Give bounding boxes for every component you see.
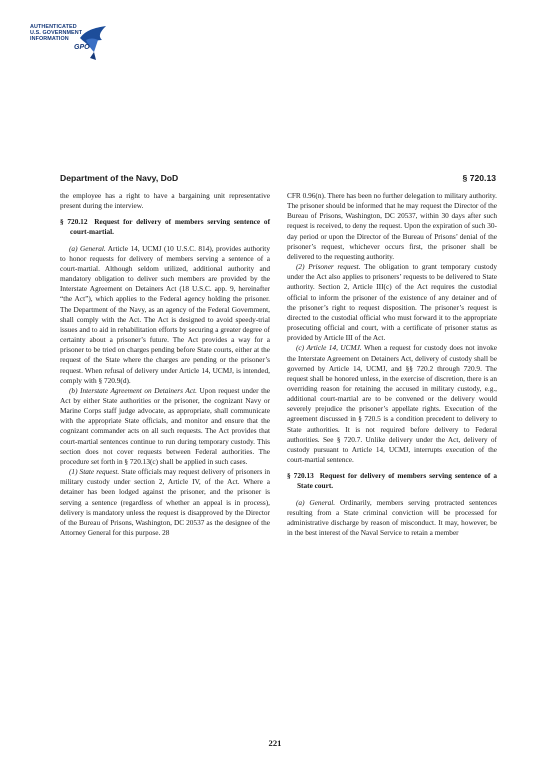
paragraph-text: Ordinarily, members serving protracted sentences resulting from a State criminal conviction will be processed for administrative discharge by reason of misconduct. It may, however, be in the best interest of the Naval Service to retain a member bbox=[287, 497, 497, 537]
paragraph-c-article-14 bbox=[287, 343, 497, 465]
paragraph-text: When a request for custody does not invoke the Interstate Agreement on Detainers Act, delivery of custody shall be governed by Article 14, UCMJ, and §§ 720.2 through 720.9. The request shall be honored unless, in the exercise of discretion, there is an overriding reason for retaining the accused in military custody, e.g., additional court-martial are to be convened or the delivery would severely prejudice the prisoner’s appellate rights. Execution of the agreement discussed in § 720.5 is a condition precedent to delivery to State authorities. It is not required before delivery to Federal authorities. See § 720.7. Unlike delivery under the Act, delivery of custody pursuant to Article 14, UCMJ, interrupts execution of the court-martial sentence. bbox=[287, 343, 497, 465]
paragraph-b1-state-request bbox=[60, 467, 270, 538]
logo-line-authenticated: AUTHENTICATED bbox=[30, 24, 77, 30]
running-header bbox=[60, 173, 496, 185]
section-number: § 720.13 bbox=[287, 471, 314, 481]
logo-gpo-mark: GPO bbox=[74, 44, 90, 51]
paragraph-label: (a) General. bbox=[69, 243, 106, 253]
paragraph-continued: the employee has a right to have a bargaining unit representative present during the interview. bbox=[60, 191, 270, 211]
section-title: Request for delivery of members serving sentence of court-martial. bbox=[70, 217, 270, 237]
header-agency: Department of the Navy, DoD bbox=[60, 173, 179, 183]
gpo-authenticated-logo bbox=[30, 22, 105, 62]
paragraph-label: (c) Article 14, UCMJ. bbox=[296, 343, 362, 353]
section-title: Request for delivery of members serving sentence of a State court. bbox=[297, 471, 498, 491]
paragraph-continued: CFR 0.96(n). There has been no further delegation to military authority. The prisoner should be informed that he may request the Director of the Bureau of Prisons, Washington, DC 20537, within 30 days after such request is received, to deny the request. Upon the expiration of such 30-day period or upon the Director of the Bureau of Prisons’ denial of the prisoner’s request, whichever occurs first, the prisoner shall be delivered to the requesting authority. bbox=[287, 191, 497, 261]
paragraph-label: (2) Prisoner request. bbox=[296, 262, 361, 272]
paragraph-a-general bbox=[60, 244, 270, 386]
logo-line-information: INFORMATION bbox=[30, 36, 69, 42]
page-number: 221 bbox=[268, 738, 282, 748]
left-column bbox=[60, 191, 270, 538]
section-heading-720-12 bbox=[60, 217, 270, 237]
paragraph-text: The obligation to grant temporary custody under the Act also applies to prisoners’ requests to be delivered to State authority. Section 2, Article III(c) of the Act requires the custodial official to inform the prisoner of the existence of any detainer and of the prisoner’s right to request disposition. The prisoner’s request is directed to the custodial official who must forward it to the appropriate prosecuting official and court, with a certificate of prisoner status as provided by Article III of the Act. bbox=[287, 262, 498, 343]
paragraph-text: Article 14, UCMJ (10 U.S.C. 814), provides authority to honor requests for delivery of members serving a sentence of a court-martial. Although seldom utilized, additional authority and mandatory obligation to deliver such members are provided by the Interstate Agreement on Detainers Act (18 U.S.C. app. 9, hereinafter “the Act”), which applies to the Federal agency holding the prisoner. The Department of the Navy, as an agency of the Federal Government, shall comply with the Act. The Act is designed to avoid speedy-trial issues and to aid in rehabilitation efforts by securing a greater degree of certainty about a prisoner’s future. The Act provides a way for a prisoner to be tried on charges pending before State courts, either at the request of the State where the charges are pending or the prisoner’s request. When refusal of delivery under Article 14, UCMJ, is intended, comply with § 720.9(d). bbox=[60, 243, 270, 385]
paragraph-label: (a) General. bbox=[296, 497, 336, 507]
paragraph-text: Upon request under the Act by either State authorities or the prisoner, the cognizant Navy or Marine Corps staff judge advocate, as appropriate, shall communicate with the appropriate State officials, and monitor and ensure that the cognizant commander acts on all such requests. The Act provides that court-martial sentences continue to run during temporary custody. This section does not cover requests between Federal authorities. The procedure set forth in § 720.13(c) shall be applied in such cases. bbox=[60, 385, 270, 466]
paragraph-a-general-state bbox=[287, 498, 497, 539]
paragraph-2-prisoner-request bbox=[287, 262, 497, 343]
paragraph-text: State officials may request delivery of prisoners in military custody under section 2, Article IV, of the Act. Where a detainer has been lodged against the prisoner, and the prisoner is serving a sentence (regardless of whether an appeal is in process), delivery is mandatory unless the request is disapproved by the Director of the Bureau of Prisons, Washington, DC 20537 as the designee of the Attorney General for this purpose. 28 bbox=[60, 467, 271, 537]
paragraph-label: (1) State request. bbox=[69, 467, 120, 477]
logo-line-us-government: U.S. GOVERNMENT bbox=[30, 30, 83, 36]
header-section: § 720.13 bbox=[462, 173, 496, 183]
section-heading-720-13 bbox=[287, 471, 497, 491]
section-number: § 720.12 bbox=[60, 217, 88, 227]
paragraph-label: (b) Interstate Agreement on Detainers Act. bbox=[69, 385, 197, 395]
paragraph-b-detainers-act bbox=[60, 386, 270, 467]
right-column bbox=[287, 191, 497, 538]
eagle-icon bbox=[76, 22, 110, 64]
